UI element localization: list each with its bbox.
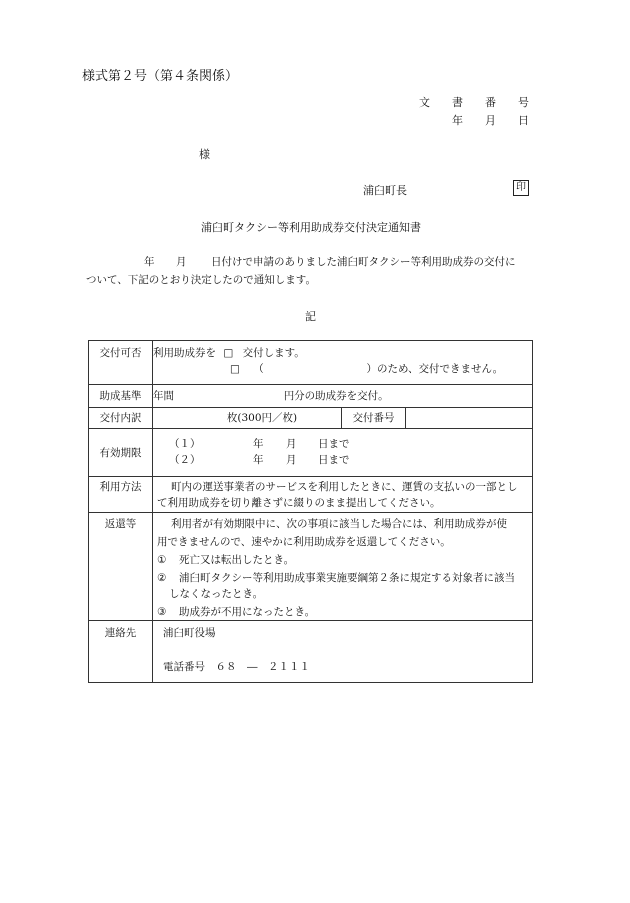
return-item-3: [157, 604, 532, 620]
usage-content-cell: [153, 477, 533, 513]
deny-text: ）のため、交付できません。: [366, 363, 504, 375]
validity-month: 月: [286, 454, 297, 466]
doc-number-char: 文: [419, 96, 430, 109]
breakdown-sheets: 枚(300円／枚): [226, 412, 298, 424]
return-label: 返還等: [104, 518, 137, 530]
approval-grant-text: 交付します。: [242, 347, 305, 359]
validity-until: 日まで: [318, 454, 350, 466]
validity-year: 年: [253, 454, 264, 466]
usage-label: 利用方法: [99, 481, 142, 493]
standard-content-cell: [153, 385, 533, 408]
issue-number-label: 交付番号: [352, 412, 395, 424]
date-day: 日: [518, 114, 529, 127]
breakdown-label-cell: [89, 408, 153, 429]
doc-number-char: 番: [485, 96, 496, 109]
doc-number-char: 号: [518, 96, 529, 109]
usage-line-2: て利用助成券を切り離さずに綴りのまま提出してください。: [157, 497, 441, 509]
breakdown-label: 交付内訳: [99, 412, 142, 424]
standard-year: 年間: [153, 390, 174, 402]
return-line-2: 用できませんので、速やかに利用助成券を返還してください。: [157, 536, 451, 548]
return-item-text: 浦臼町タクシー等利用助成事業実施要綱第２条に規定する対象者に該当: [179, 572, 515, 584]
return-line-1: 利用者が有効期限中に、次の事項に該当した場合には、利用助成券が使: [171, 518, 507, 530]
addressee-suffix: 様: [199, 148, 210, 161]
validity-content-cell: [153, 429, 533, 477]
approval-content-cell: [153, 341, 533, 385]
table-row-contact: [89, 621, 533, 683]
table-row-breakdown: [89, 408, 533, 429]
table-row-return: [89, 513, 533, 621]
issue-number-value: [406, 410, 532, 426]
contact-label: 連絡先: [104, 627, 137, 639]
body-month: 月: [176, 256, 187, 268]
validity-until: 日まで: [318, 438, 350, 450]
document-number-row: [419, 94, 529, 110]
approval-line-2: [153, 361, 532, 377]
return-item-2-cont: しなくなったとき。: [169, 588, 264, 600]
standard-label-cell: [89, 385, 153, 408]
usage-line-1: 町内の運送事業者のサービスを利用したときに、運賃の支払いの一部とし: [171, 481, 518, 493]
return-content-cell: [153, 513, 533, 621]
date-month: 月: [485, 114, 496, 127]
return-label-cell: [89, 513, 153, 621]
breakdown-sheets-cell: [153, 408, 342, 429]
validity-year: 年: [253, 438, 264, 450]
contact-content-cell: [153, 621, 533, 683]
validity-label-cell: [89, 429, 153, 477]
table-row-usage: [89, 477, 533, 513]
return-item-text: 助成券が不用になったとき。: [179, 606, 316, 618]
return-item-text: 死亡又は転出したとき。: [179, 554, 295, 566]
issue-number-label-cell: [342, 408, 406, 429]
usage-label-cell: [89, 477, 153, 513]
issue-number-value-cell[interactable]: [406, 408, 533, 429]
approve-checkbox[interactable]: □: [223, 347, 234, 359]
standard-amount-text: 円分の助成券を交付。: [283, 390, 389, 402]
return-item-mark: ②: [157, 572, 167, 584]
form-number: 様式第２号（第４条関係）: [82, 69, 239, 84]
body-year: 年: [144, 256, 155, 268]
table-row-validity: [89, 429, 533, 477]
approval-prefix: 利用助成券を: [153, 347, 216, 359]
standard-line: [153, 388, 532, 404]
body-line-2: ついて、下記のとおり決定したので通知します。: [86, 274, 316, 286]
standard-label: 助成基準: [99, 390, 142, 402]
approval-label-cell: [89, 341, 153, 385]
validity-no: （２）: [169, 454, 201, 466]
return-item-1: [157, 552, 532, 568]
issuer-name: 浦臼町長: [363, 184, 407, 197]
validity-row-1: [169, 436, 532, 452]
contact-label-cell: [89, 621, 153, 683]
document-title: 浦臼町タクシー等利用助成券交付決定通知書: [201, 221, 421, 234]
approval-line-1: [153, 345, 532, 361]
validity-month: 月: [286, 438, 297, 450]
deny-checkbox[interactable]: □: [230, 363, 240, 375]
validity-no: （１）: [169, 438, 201, 450]
date-year: 年: [452, 114, 463, 127]
doc-number-char: 書: [452, 96, 463, 109]
deny-open-paren: （: [253, 363, 264, 375]
table-row-standard: [89, 385, 533, 408]
contact-phone: 電話番号 ６８ ― ２１１１: [163, 661, 310, 673]
body-line-1: 日付けで申請のありました浦臼町タクシー等利用助成券の交付に: [211, 256, 516, 268]
validity-row-2: [169, 452, 532, 468]
ki-heading: 記: [305, 310, 316, 323]
seal-mark: 印: [513, 180, 529, 196]
return-item-mark: ①: [157, 554, 167, 566]
approval-label: 交付可否: [99, 347, 142, 359]
decision-table: [88, 340, 533, 683]
table-row-approval: [89, 341, 533, 385]
return-item-mark: ③: [157, 606, 167, 618]
date-row: [452, 112, 529, 128]
return-item-2: [157, 570, 532, 586]
validity-label: 有効期限: [99, 446, 142, 459]
contact-office: 浦臼町役場: [163, 627, 216, 639]
